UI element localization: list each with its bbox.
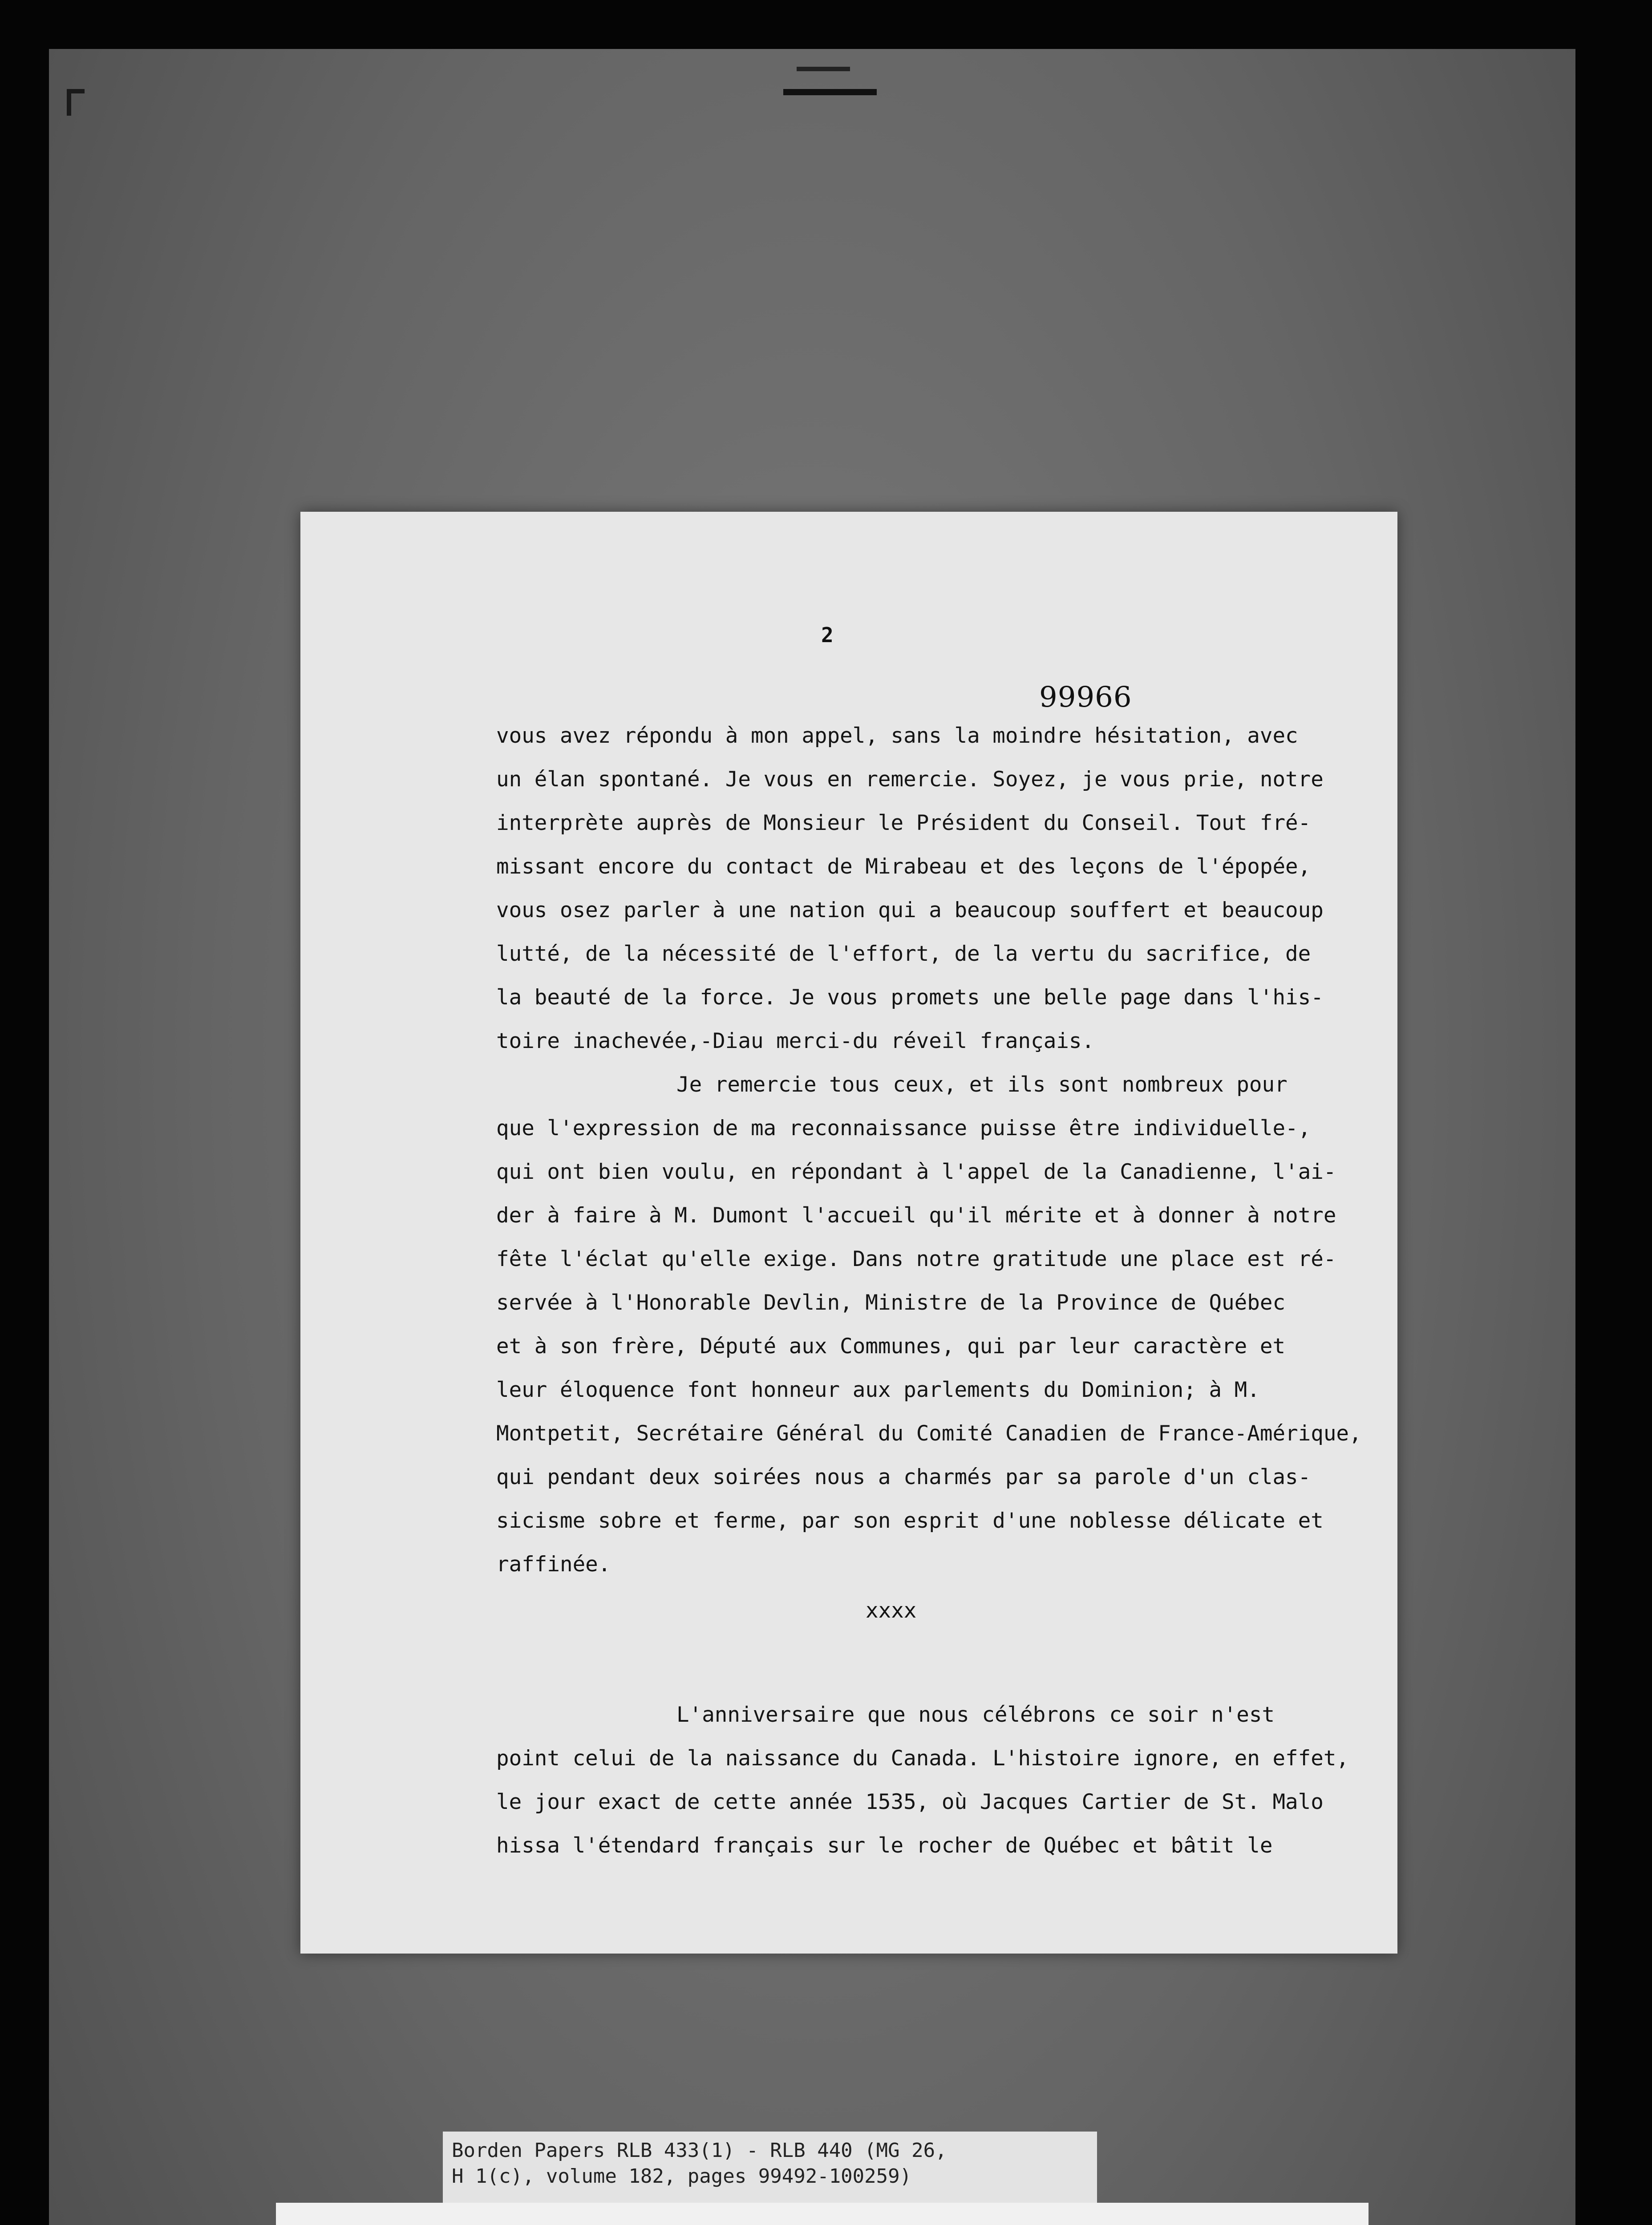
page-number: 2 xyxy=(821,623,834,647)
text-line: Je remercie tous ceux, et ils sont nombreux pour xyxy=(676,1072,1288,1097)
text-line: servée à l'Honorable Devlin, Ministre de la Province de Québec xyxy=(496,1290,1286,1315)
folio-number-stamp: 99966 xyxy=(1039,681,1132,714)
document-page xyxy=(300,512,1397,1954)
section-separator: xxxx xyxy=(866,1598,917,1623)
text-line: vous avez répondu à mon appel, sans la moindre hésitation, avec xyxy=(496,724,1298,748)
text-line: la beauté de la force. Je vous promets une belle page dans l'his- xyxy=(496,985,1324,1010)
text-line: que l'expression de ma reconnaissance puisse être individuelle-, xyxy=(496,1116,1311,1141)
text-line: missant encore du contact de Mirabeau et des leçons de l'épopée, xyxy=(496,854,1311,879)
letter-body xyxy=(496,714,1395,1868)
text-line: un élan spontané. Je vous en remercie. Soyez, je vous prie, notre xyxy=(496,767,1324,792)
text-line: L'anniversaire que nous célébrons ce soir n'est xyxy=(676,1703,1275,1727)
text-line: qui pendant deux soirées nous a charmés par sa parole d'un clas- xyxy=(496,1465,1311,1489)
text-line: Montpetit, Secrétaire Général du Comité Canadien de France-Amérique, xyxy=(496,1421,1362,1446)
text-line: le jour exact de cette année 1535, où Jacques Cartier de St. Malo xyxy=(496,1790,1324,1814)
text-line: fête l'éclat qu'elle exige. Dans notre gratitude une place est ré- xyxy=(496,1247,1336,1271)
film-top-rule xyxy=(783,89,877,95)
text-line: et à son frère, Député aux Communes, qui par leur caractère et xyxy=(496,1334,1286,1359)
reference-line-1: Borden Papers RLB 433(1) - RLB 440 (MG 26, xyxy=(452,2139,947,2162)
reference-line-2: H 1(c), volume 182, pages 99492-100259) xyxy=(452,2165,912,2188)
film-top-tick xyxy=(797,67,850,71)
text-line: raffinée. xyxy=(496,1552,611,1577)
text-line: leur éloquence font honneur aux parlements du Dominion; à M. xyxy=(496,1378,1260,1402)
text-line: vous osez parler à une nation qui a beaucoup souffert et beaucoup xyxy=(496,898,1324,922)
text-line: lutté, de la nécessité de l'effort, de la vertu du sacrifice, de xyxy=(496,942,1311,966)
registration-mark-top-left-bar xyxy=(67,89,85,93)
text-line: sicisme sobre et ferme, par son esprit d'une noblesse délicate et xyxy=(496,1509,1324,1533)
text-line: qui ont bien voulu, en répondant à l'appel de la Canadienne, l'ai- xyxy=(496,1160,1336,1184)
reference-slip xyxy=(443,2132,1097,2209)
text-line: hissa l'étendard français sur le rocher de Québec et bâtit le xyxy=(496,1833,1273,1858)
text-line: interprète auprès de Monsieur le Président du Conseil. Tout fré- xyxy=(496,811,1311,835)
text-line: toire inachevée,-Diau merci-du réveil français. xyxy=(496,1029,1095,1053)
section-gap xyxy=(496,1653,1395,1693)
text-line: point celui de la naissance du Canada. L'histoire ignore, en effet, xyxy=(496,1746,1349,1771)
archives-label xyxy=(276,2203,1369,2225)
text-line: der à faire à M. Dumont l'accueil qu'il mérite et à donner à notre xyxy=(496,1203,1336,1228)
